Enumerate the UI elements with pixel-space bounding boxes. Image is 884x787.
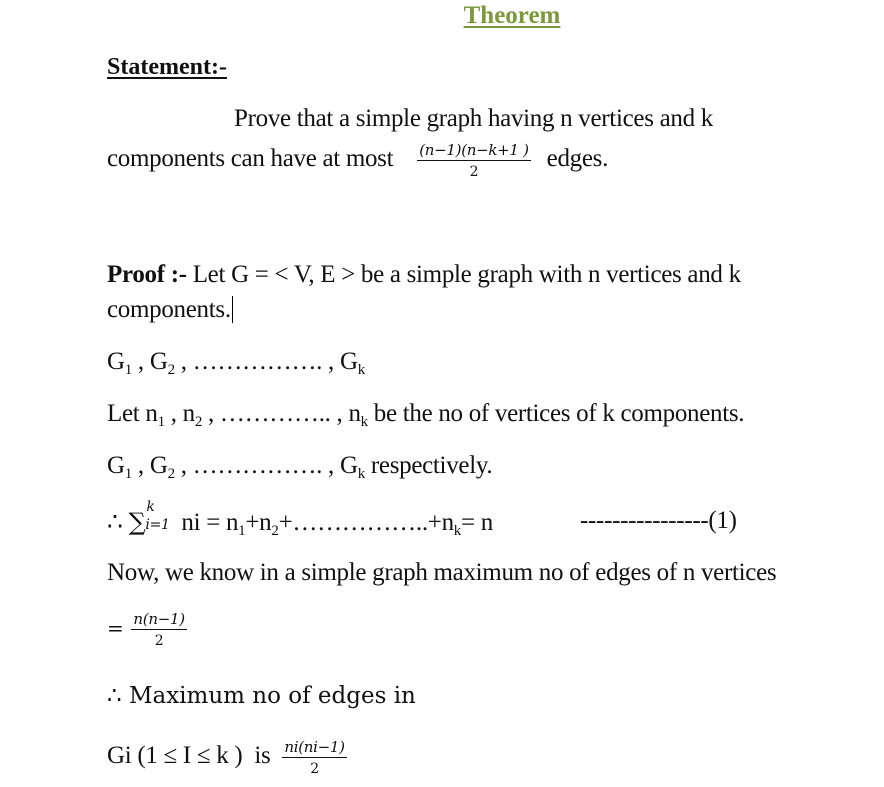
- ellipsis: , ………….. , n: [202, 400, 361, 427]
- subscript-2: 2: [271, 523, 279, 539]
- sigma-symbol: ∑: [128, 508, 146, 536]
- fraction-denominator: 2: [469, 164, 479, 180]
- therefore-symbol: ∴: [107, 507, 123, 536]
- therefore-max-line: [107, 682, 416, 710]
- subscript-k: k: [453, 523, 461, 539]
- max-edges-formula: [107, 610, 187, 649]
- statement-line-2-suffix: edges.: [546, 145, 609, 173]
- separator: ,: [131, 348, 150, 375]
- equals-sign: =: [107, 616, 124, 641]
- sum-result: = n: [460, 509, 493, 536]
- subscript-1: 1: [124, 466, 132, 482]
- statement-line-1: Prove that a simple graph having n vertices and k: [234, 105, 713, 132]
- statement-line-2-prefix: components can have at most: [107, 145, 394, 173]
- equation-reference: ----------------(1): [580, 507, 737, 534]
- sum-term: ni =: [181, 509, 221, 536]
- gi-fraction: [282, 738, 346, 777]
- expansion-n: n: [220, 509, 239, 536]
- subscript-2: 2: [167, 466, 175, 482]
- proof-line-1-text: Let G = < V, E > be a simple graph with n vertices and k: [186, 261, 741, 288]
- fraction-numerator: (n−1)(n−k+1 ): [419, 141, 529, 159]
- document-title: Theorem: [463, 2, 561, 29]
- gk-text: G: [339, 348, 358, 375]
- fraction-denominator: 2: [154, 633, 164, 649]
- fraction-numerator: n(n−1): [133, 610, 185, 628]
- ellipsis: , ……………. ,: [174, 452, 340, 479]
- respectively-suffix: respectively.: [364, 452, 493, 479]
- g2-text: G: [149, 348, 168, 375]
- proof-line-2-text: components.: [107, 296, 231, 323]
- max-edges-line: Now, we know in a simple graph maximum no of edges of n vertices: [107, 559, 777, 586]
- subscript-1: 1: [238, 523, 246, 539]
- max-edges-fraction: [131, 610, 186, 649]
- g1-text: G: [107, 452, 125, 479]
- therefore-max-text: ∴ Maximum no of edges in: [107, 683, 416, 709]
- vertices-suffix: be the no of vertices of k components.: [367, 400, 745, 427]
- g2-text: G: [149, 452, 168, 479]
- subscript-1: 1: [124, 362, 132, 378]
- statement-line-2: [107, 141, 608, 180]
- proof-label: Proof :-: [107, 261, 187, 288]
- lower-limit: i=1: [145, 517, 170, 533]
- separator: , n: [164, 400, 195, 427]
- fraction-denominator: 2: [310, 761, 319, 777]
- sum-limits: [145, 499, 181, 534]
- statement-heading: Statement:-: [107, 54, 227, 80]
- ellipsis: , ……………. ,: [174, 348, 340, 375]
- subscript-k: k: [360, 414, 368, 430]
- subscript-k: k: [357, 466, 365, 482]
- subscript-1: 1: [157, 414, 165, 430]
- components-list-line: [107, 348, 365, 376]
- statement-fraction: [417, 141, 530, 180]
- separator: ,: [131, 452, 150, 479]
- plus-n: +n: [245, 509, 272, 536]
- subscript-k: k: [357, 362, 365, 378]
- gk-text: G: [339, 452, 358, 479]
- proof-line-2[interactable]: [107, 296, 233, 324]
- vertices-line: [107, 400, 744, 428]
- text-cursor: [232, 296, 234, 323]
- proof-line-1: [107, 261, 741, 289]
- upper-limit: k: [146, 499, 155, 515]
- gi-prefix: Gi (1 ≤ I ≤ k ) is: [107, 742, 271, 770]
- g1-text: G: [107, 348, 125, 375]
- sum-equation-line: [107, 499, 493, 539]
- subscript-2: 2: [194, 414, 203, 430]
- ellipsis: +……………..+n: [278, 509, 454, 536]
- subscript-2: 2: [167, 362, 175, 378]
- gi-line: [107, 738, 347, 777]
- respectively-line: [107, 452, 492, 480]
- fraction-numerator: ni(ni−1): [284, 738, 345, 756]
- vertices-prefix: Let n: [107, 400, 158, 427]
